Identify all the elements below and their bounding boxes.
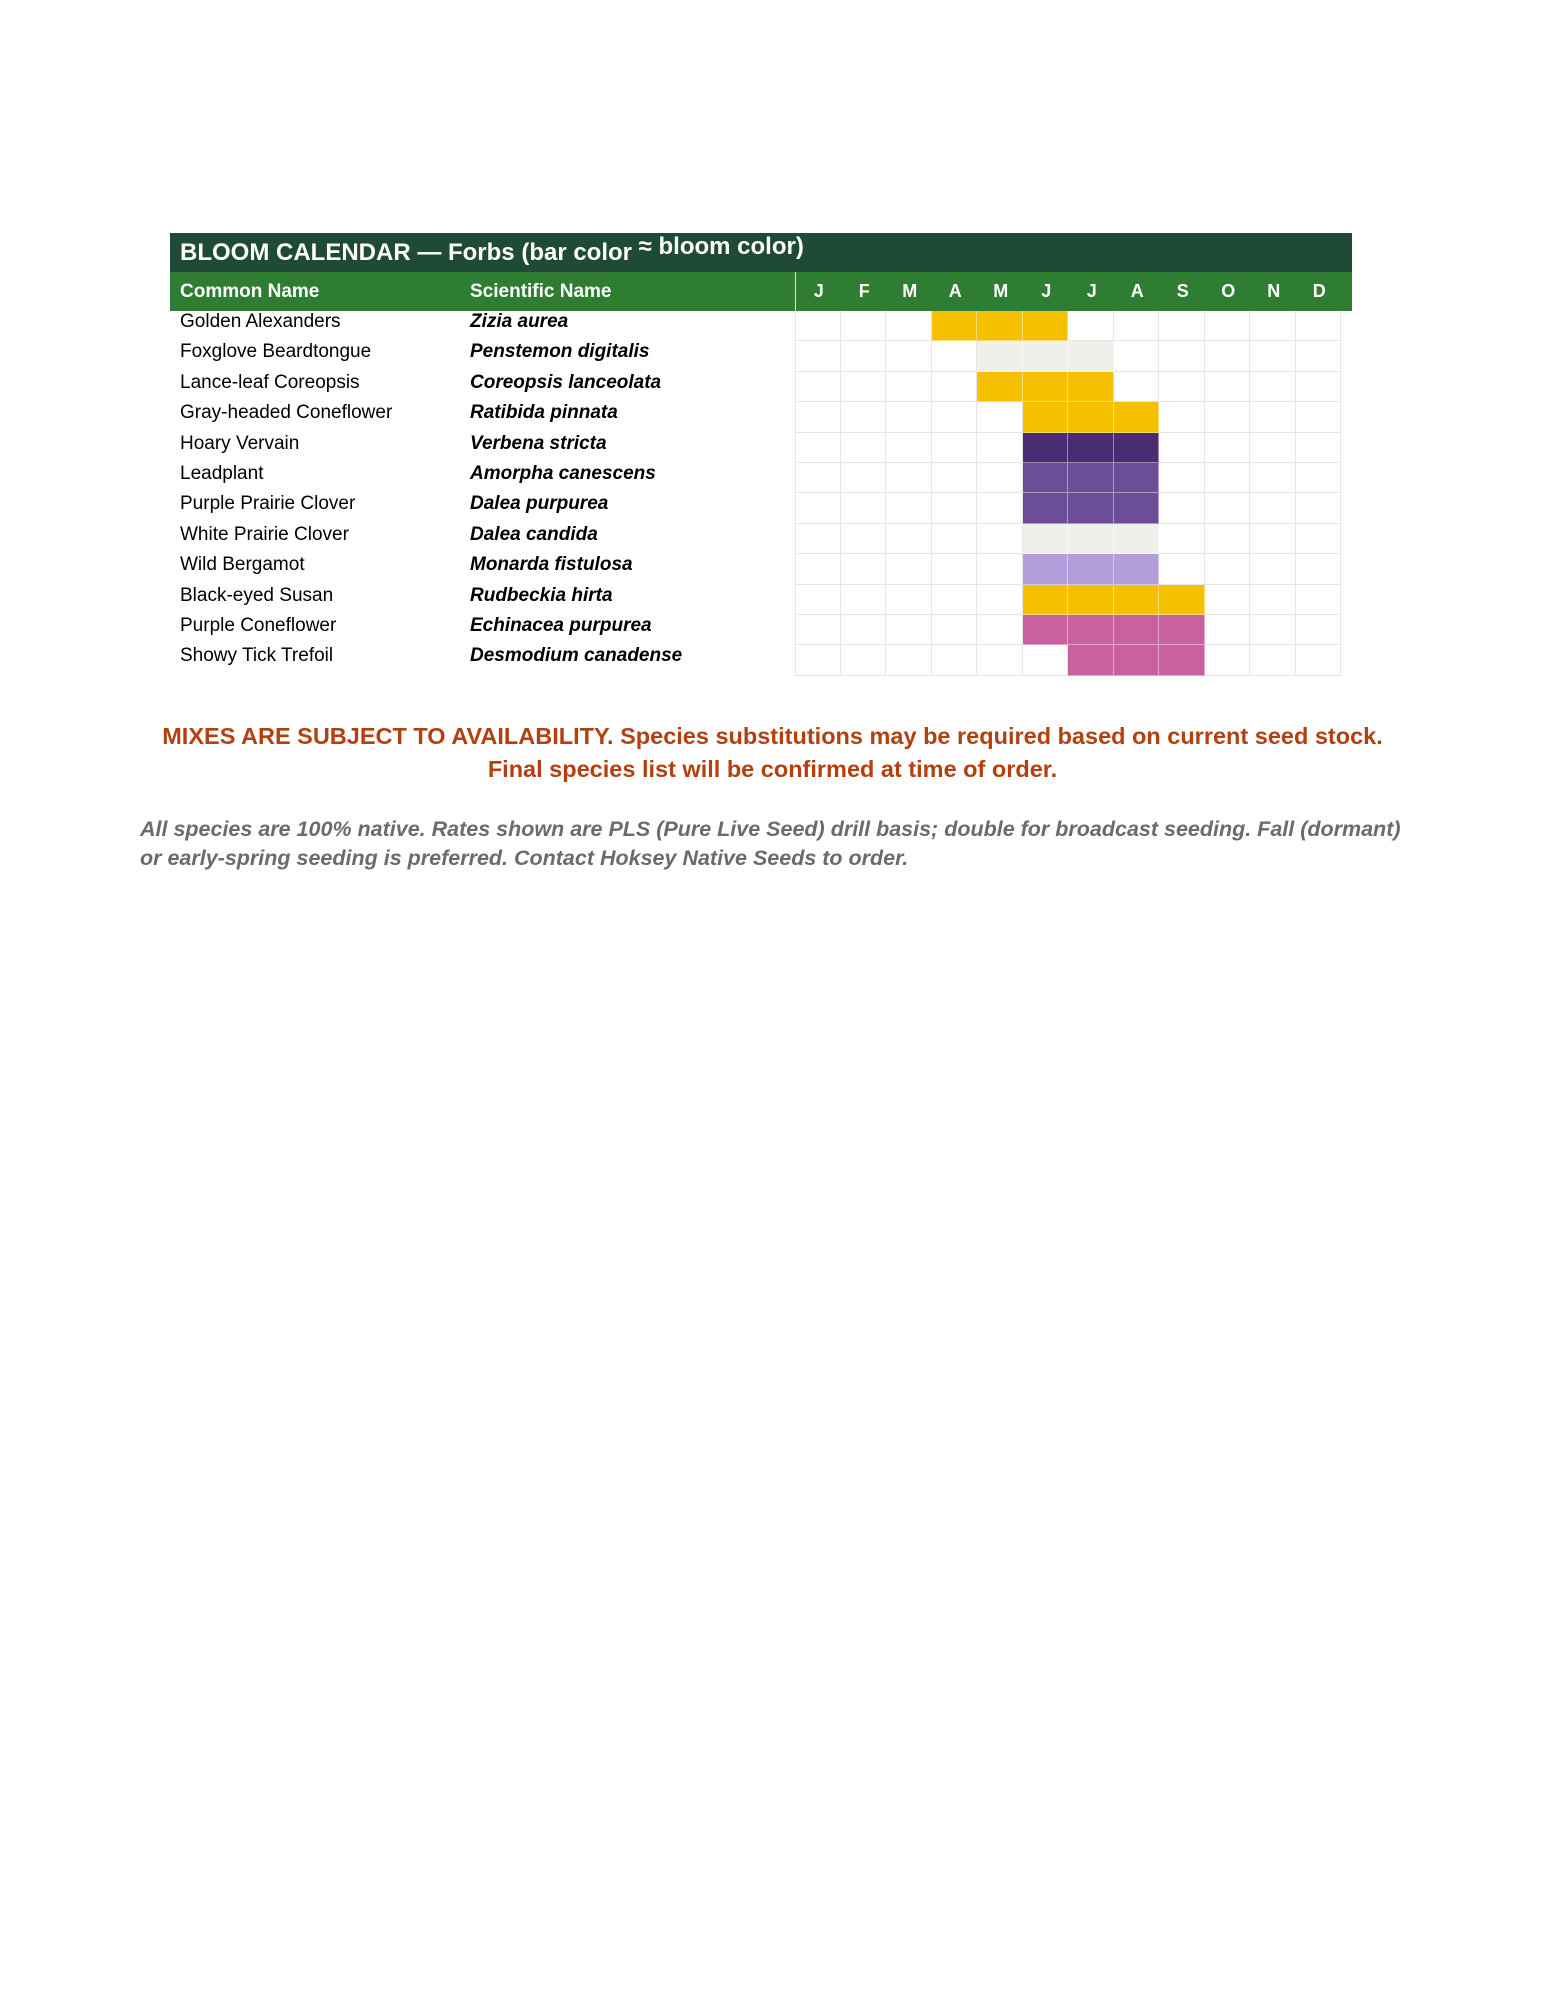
bloom-cell [1159, 645, 1205, 675]
empty-cell [1159, 463, 1205, 493]
species-row [170, 402, 1352, 432]
empty-cell [1023, 645, 1069, 675]
scientific-name: Penstemon digitalis [470, 341, 650, 363]
availability-notice: MIXES ARE SUBJECT TO AVAILABILITY. Species substitutions may be required based on current seed stock. Final species list will be confirmed at time of order. [162, 723, 1383, 782]
empty-cell [1159, 402, 1205, 432]
species-row [170, 554, 1352, 584]
bloom-grid [795, 554, 1341, 584]
species-row [170, 585, 1352, 615]
empty-cell [1159, 554, 1205, 584]
empty-cell [977, 463, 1023, 493]
bloom-calendar [170, 233, 1352, 676]
bloom-cell [1023, 402, 1069, 432]
bloom-cell [1114, 615, 1160, 645]
empty-cell [1250, 645, 1296, 675]
bloom-cell [1023, 372, 1069, 402]
calendar-title-approx: ≈ bloom color) [638, 233, 804, 260]
empty-cell [1114, 311, 1160, 341]
bloom-cell [1068, 433, 1114, 463]
empty-cell [1205, 493, 1251, 523]
species-row [170, 645, 1352, 675]
bloom-grid [795, 645, 1341, 675]
empty-cell [1205, 341, 1251, 371]
species-row [170, 433, 1352, 463]
empty-cell [841, 493, 887, 523]
empty-cell [886, 372, 932, 402]
common-name: Golden Alexanders [180, 311, 341, 332]
bloom-grid [795, 433, 1341, 463]
bloom-cell [1114, 585, 1160, 615]
species-row [170, 524, 1352, 554]
empty-cell [1250, 341, 1296, 371]
bloom-grid [795, 463, 1341, 493]
empty-cell [886, 402, 932, 432]
empty-cell [1205, 615, 1251, 645]
empty-cell [1159, 311, 1205, 341]
empty-cell [1296, 433, 1342, 463]
bloom-cell [932, 311, 978, 341]
bloom-cell [1068, 372, 1114, 402]
empty-cell [795, 402, 841, 432]
month-header: J [813, 281, 824, 301]
bloom-cell [1023, 585, 1069, 615]
empty-cell [1205, 585, 1251, 615]
empty-cell [886, 645, 932, 675]
common-name: Purple Prairie Clover [180, 493, 356, 515]
empty-cell [886, 615, 932, 645]
empty-cell [841, 463, 887, 493]
bloom-cell [1068, 585, 1114, 615]
empty-cell [795, 311, 841, 341]
empty-cell [795, 645, 841, 675]
empty-cell [1205, 311, 1251, 341]
species-row [170, 493, 1352, 523]
month-header: F [858, 281, 870, 301]
empty-cell [886, 433, 932, 463]
empty-cell [1250, 433, 1296, 463]
common-name: Leadplant [180, 462, 264, 484]
empty-cell [1159, 341, 1205, 371]
bloom-cell [1023, 524, 1069, 554]
bloom-cell [1023, 554, 1069, 584]
scientific-name: Coreopsis lanceolata [470, 371, 662, 393]
empty-cell [886, 341, 932, 371]
empty-cell [932, 585, 978, 615]
common-name: Foxglove Beardtongue [180, 341, 372, 363]
empty-cell [841, 433, 887, 463]
common-name: Hoary Vervain [180, 432, 300, 454]
species-row [170, 463, 1352, 493]
empty-cell [977, 524, 1023, 554]
empty-cell [977, 615, 1023, 645]
bloom-cell [977, 311, 1023, 341]
bloom-cell [1068, 615, 1114, 645]
empty-cell [1296, 341, 1342, 371]
empty-cell [1296, 615, 1342, 645]
empty-cell [1205, 645, 1251, 675]
empty-cell [932, 554, 978, 584]
bloom-cell [1159, 615, 1205, 645]
empty-cell [977, 433, 1023, 463]
bloom-grid [795, 585, 1341, 615]
empty-cell [1296, 554, 1342, 584]
empty-cell [1296, 311, 1342, 341]
bloom-cell [1114, 524, 1160, 554]
empty-cell [1159, 433, 1205, 463]
month-header: M [993, 281, 1009, 301]
empty-cell [795, 493, 841, 523]
bloom-grid [795, 493, 1341, 523]
calendar-title-main: BLOOM CALENDAR — Forbs (bar color [180, 239, 639, 266]
empty-cell [1250, 402, 1296, 432]
scientific-name: Verbena stricta [470, 432, 607, 454]
empty-cell [932, 645, 978, 675]
empty-cell [1250, 554, 1296, 584]
bloom-cell [1114, 493, 1160, 523]
empty-cell [886, 585, 932, 615]
common-name: Gray-headed Coneflower [180, 402, 393, 424]
empty-cell [1205, 554, 1251, 584]
empty-cell [932, 524, 978, 554]
bloom-cell [1068, 493, 1114, 523]
empty-cell [1296, 645, 1342, 675]
empty-cell [1114, 341, 1160, 371]
bloom-grid [795, 402, 1341, 432]
empty-cell [1250, 463, 1296, 493]
empty-cell [1205, 463, 1251, 493]
empty-cell [795, 372, 841, 402]
empty-cell [841, 615, 887, 645]
bloom-cell [1114, 554, 1160, 584]
scientific-name: Monarda fistulosa [470, 554, 633, 576]
empty-cell [977, 493, 1023, 523]
empty-cell [841, 311, 887, 341]
calendar-title [170, 233, 1352, 272]
empty-cell [841, 402, 887, 432]
common-name: Black-eyed Susan [180, 584, 334, 606]
empty-cell [841, 554, 887, 584]
month-header: J [1086, 281, 1097, 301]
bloom-grid [795, 615, 1341, 645]
calendar-header-row [170, 272, 1352, 311]
empty-cell [795, 463, 841, 493]
month-header: A [948, 281, 962, 301]
empty-cell [1250, 524, 1296, 554]
scientific-name: Rudbeckia hirta [470, 584, 613, 606]
bloom-grid [795, 341, 1341, 371]
empty-cell [886, 554, 932, 584]
empty-cell [977, 554, 1023, 584]
empty-cell [1250, 372, 1296, 402]
bloom-cell [1023, 615, 1069, 645]
bloom-cell [1023, 493, 1069, 523]
seeding-footnote: All species are 100% native. Rates shown are PLS (Pure Live Seed) drill basis; double for broadcast seeding. Fall (dormant) or early-spring seeding is preferred. Contact Hoksey Native Seeds to order. [140, 817, 1401, 870]
scientific-name: Dalea purpurea [470, 493, 609, 515]
empty-cell [841, 341, 887, 371]
bloom-cell [1023, 463, 1069, 493]
month-header: O [1221, 281, 1236, 301]
species-row [170, 311, 1352, 341]
bloom-grid [795, 524, 1341, 554]
empty-cell [1250, 615, 1296, 645]
bloom-cell [1114, 433, 1160, 463]
empty-cell [886, 311, 932, 341]
bloom-cell [1023, 433, 1069, 463]
scientific-name: Echinacea purpurea [470, 614, 652, 636]
empty-cell [886, 463, 932, 493]
empty-cell [886, 493, 932, 523]
empty-cell [795, 524, 841, 554]
empty-cell [932, 615, 978, 645]
bloom-cell [1023, 311, 1069, 341]
species-row [170, 615, 1352, 645]
bloom-cell [1068, 463, 1114, 493]
bloom-cell [1068, 341, 1114, 371]
empty-cell [795, 585, 841, 615]
empty-cell [1205, 402, 1251, 432]
empty-cell [932, 341, 978, 371]
bloom-cell [1114, 645, 1160, 675]
empty-cell [1296, 402, 1342, 432]
common-name: Purple Coneflower [180, 614, 337, 636]
empty-cell [1114, 372, 1160, 402]
common-name: Wild Bergamot [180, 554, 305, 576]
bloom-cell [1068, 554, 1114, 584]
bloom-cell [1114, 402, 1160, 432]
empty-cell [1296, 585, 1342, 615]
month-headers [795, 272, 1342, 311]
month-header: J [1041, 281, 1052, 301]
scientific-name-header: Scientific Name [470, 281, 612, 302]
empty-cell [1068, 311, 1114, 341]
month-header: N [1267, 281, 1281, 301]
bloom-cell [1068, 402, 1114, 432]
empty-cell [841, 524, 887, 554]
empty-cell [1159, 524, 1205, 554]
empty-cell [1159, 372, 1205, 402]
bloom-cell [1068, 645, 1114, 675]
empty-cell [1296, 372, 1342, 402]
bloom-cell [1114, 463, 1160, 493]
empty-cell [841, 645, 887, 675]
common-name: White Prairie Clover [180, 523, 349, 545]
bloom-cell [1159, 585, 1205, 615]
common-name-header: Common Name [180, 281, 320, 302]
empty-cell [841, 372, 887, 402]
species-rows [170, 311, 1352, 676]
empty-cell [886, 524, 932, 554]
bloom-cell [977, 372, 1023, 402]
empty-cell [977, 645, 1023, 675]
bloom-grid [795, 372, 1341, 402]
month-header: D [1312, 281, 1326, 301]
empty-cell [977, 585, 1023, 615]
month-header: A [1130, 281, 1144, 301]
empty-cell [1205, 372, 1251, 402]
empty-cell [1296, 524, 1342, 554]
scientific-name: Amorpha canescens [470, 462, 656, 484]
species-row [170, 372, 1352, 402]
bloom-cell [1023, 341, 1069, 371]
empty-cell [977, 402, 1023, 432]
empty-cell [1205, 524, 1251, 554]
empty-cell [1250, 585, 1296, 615]
empty-cell [841, 585, 887, 615]
empty-cell [1296, 463, 1342, 493]
empty-cell [932, 433, 978, 463]
empty-cell [795, 341, 841, 371]
month-header: M [902, 281, 918, 301]
scientific-name: Zizia aurea [470, 311, 569, 332]
bloom-cell [977, 341, 1023, 371]
empty-cell [795, 433, 841, 463]
empty-cell [795, 615, 841, 645]
empty-cell [1296, 493, 1342, 523]
scientific-name: Ratibida pinnata [470, 402, 618, 424]
common-name: Showy Tick Trefoil [180, 645, 334, 667]
empty-cell [932, 463, 978, 493]
bloom-cell [1068, 524, 1114, 554]
scientific-name: Desmodium canadense [470, 645, 683, 667]
species-row [170, 341, 1352, 371]
bloom-grid [795, 311, 1341, 341]
month-header: S [1176, 281, 1189, 301]
empty-cell [1205, 433, 1251, 463]
common-name: Lance-leaf Coreopsis [180, 371, 360, 393]
empty-cell [795, 554, 841, 584]
empty-cell [932, 372, 978, 402]
empty-cell [1250, 311, 1296, 341]
empty-cell [1159, 493, 1205, 523]
empty-cell [932, 402, 978, 432]
empty-cell [1250, 493, 1296, 523]
empty-cell [932, 493, 978, 523]
scientific-name: Dalea candida [470, 523, 598, 545]
